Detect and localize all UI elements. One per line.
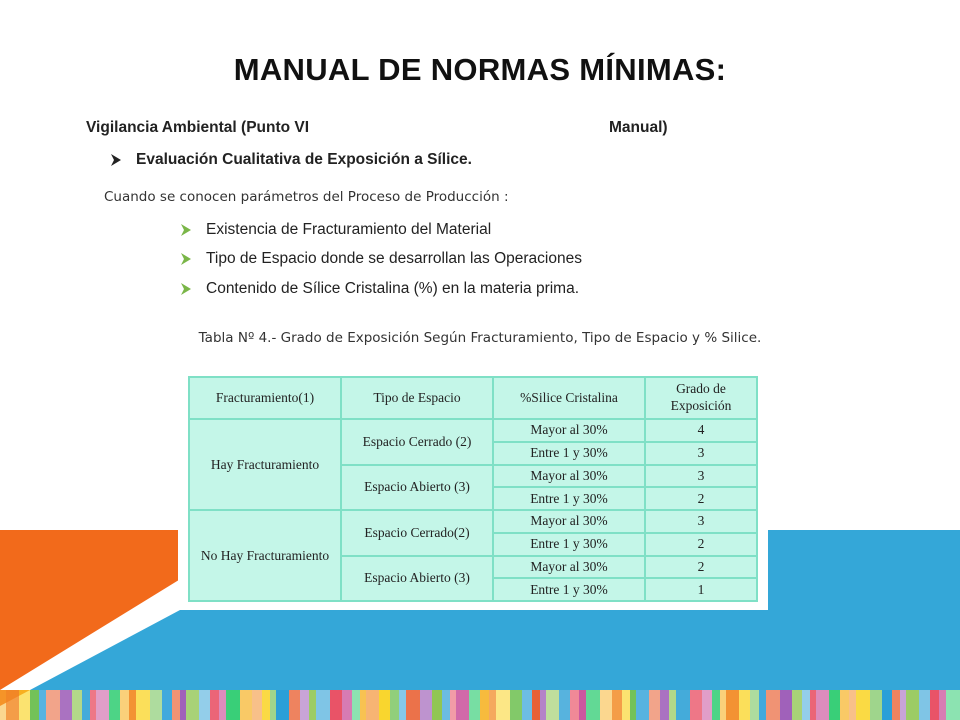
color-stripe (586, 690, 600, 720)
color-stripe (219, 690, 226, 720)
grado-cell: 4 (645, 419, 757, 442)
color-stripe (390, 690, 399, 720)
color-stripe (19, 690, 30, 720)
grado-cell: 3 (645, 465, 757, 488)
arrow-bullet-icon (110, 153, 122, 167)
color-stripe (129, 690, 136, 720)
color-stripe (96, 690, 109, 720)
silice-cell: Mayor al 30% (493, 419, 645, 442)
color-stripe (330, 690, 342, 720)
color-stripe (870, 690, 882, 720)
color-stripe (780, 690, 792, 720)
fracturamiento-cell: No Hay Fracturamiento (189, 510, 341, 601)
color-stripe (90, 690, 96, 720)
color-stripe (469, 690, 480, 720)
color-stripe (240, 690, 252, 720)
table-header-row (189, 377, 757, 419)
color-stripe (712, 690, 720, 720)
color-stripe (199, 690, 210, 720)
color-stripe (120, 690, 129, 720)
color-stripe (300, 690, 309, 720)
header-cell: Fracturamiento(1) (189, 377, 341, 419)
color-stripe (792, 690, 802, 720)
color-stripe (750, 690, 759, 720)
silice-cell: Entre 1 y 30% (493, 578, 645, 601)
silice-cell: Entre 1 y 30% (493, 533, 645, 556)
silice-cell: Entre 1 y 30% (493, 442, 645, 465)
color-stripe (660, 690, 669, 720)
color-stripe (510, 690, 522, 720)
criteria-item (180, 250, 582, 268)
color-stripe (480, 690, 489, 720)
color-stripe (489, 690, 496, 720)
header-cell: Grado de Exposición (645, 377, 757, 419)
color-stripe (6, 690, 19, 720)
color-stripe (136, 690, 150, 720)
color-stripe (432, 690, 442, 720)
espacio-cell: Espacio Abierto (3) (341, 465, 493, 511)
color-stripe (276, 690, 289, 720)
color-stripe (522, 690, 532, 720)
grado-cell: 3 (645, 442, 757, 465)
subtitle-left: Vigilancia Ambiental (Punto VI (86, 119, 310, 136)
header-cell: Tipo de Espacio (341, 377, 493, 419)
color-stripe (570, 690, 579, 720)
color-stripe (939, 690, 946, 720)
color-stripe (802, 690, 810, 720)
table-row (189, 419, 757, 442)
criteria-text: Existencia de Fracturamiento del Material (206, 221, 492, 238)
color-stripe (172, 690, 180, 720)
color-stripe (816, 690, 829, 720)
arrow-bullet-icon (180, 282, 192, 296)
color-stripe (892, 690, 900, 720)
color-stripe (360, 690, 366, 720)
color-stripe (309, 690, 316, 720)
exposure-table (188, 376, 758, 602)
color-stripe (759, 690, 766, 720)
color-stripe (690, 690, 702, 720)
color-stripe (622, 690, 630, 720)
color-stripe (849, 690, 856, 720)
color-stripe (342, 690, 352, 720)
color-stripe (450, 690, 456, 720)
color-stripe (840, 690, 849, 720)
color-stripe (630, 690, 636, 720)
color-stripe (930, 690, 939, 720)
espacio-cell: Espacio Cerrado (2) (341, 419, 493, 465)
color-stripe (162, 690, 172, 720)
table-row (189, 510, 757, 533)
espacio-cell: Espacio Cerrado(2) (341, 510, 493, 556)
color-stripe (379, 690, 390, 720)
color-stripe (60, 690, 72, 720)
color-stripe (810, 690, 816, 720)
color-stripe (649, 690, 660, 720)
criteria-item (180, 221, 491, 239)
color-stripe (262, 690, 270, 720)
color-stripe-band (0, 690, 960, 720)
silice-cell: Entre 1 y 30% (493, 487, 645, 510)
color-stripe (496, 690, 510, 720)
color-stripe (579, 690, 586, 720)
color-stripe (316, 690, 330, 720)
criteria-text: Tipo de Espacio donde se desarrollan las Operaciones (206, 250, 582, 267)
color-stripe (442, 690, 450, 720)
color-stripe (720, 690, 726, 720)
color-stripe (210, 690, 219, 720)
grado-cell: 2 (645, 556, 757, 579)
color-stripe (546, 690, 559, 720)
color-stripe (919, 690, 930, 720)
table-caption: Tabla Nº 4.- Grado de Exposición Según Fracturamiento, Tipo de Espacio y % Silice. (198, 330, 762, 346)
evaluation-text: Evaluación Cualitativa de Exposición a Sílice. (136, 151, 472, 168)
color-stripe (39, 690, 46, 720)
espacio-cell: Espacio Abierto (3) (341, 556, 493, 602)
color-stripe (270, 690, 276, 720)
color-stripe (540, 690, 546, 720)
color-stripe (946, 690, 960, 720)
color-stripe (46, 690, 60, 720)
color-stripe (150, 690, 162, 720)
color-stripe (352, 690, 360, 720)
arrow-bullet-icon (180, 252, 192, 266)
color-stripe (636, 690, 649, 720)
color-stripe (420, 690, 432, 720)
color-stripe (109, 690, 120, 720)
color-stripe (856, 690, 870, 720)
color-stripe (366, 690, 379, 720)
color-stripe (532, 690, 540, 720)
color-stripe (399, 690, 406, 720)
evaluation-bullet (110, 151, 472, 169)
color-stripe (702, 690, 712, 720)
arrow-bullet-icon (180, 223, 192, 237)
color-stripe (900, 690, 906, 720)
grado-cell: 2 (645, 487, 757, 510)
grado-cell: 1 (645, 578, 757, 601)
criteria-text: Contenido de Sílice Cristalina (%) en la materia prima. (206, 280, 580, 297)
color-stripe (726, 690, 739, 720)
color-stripe (82, 690, 90, 720)
color-stripe (406, 690, 420, 720)
color-stripe (600, 690, 612, 720)
color-stripe (180, 690, 186, 720)
color-stripe (72, 690, 82, 720)
grado-cell: 2 (645, 533, 757, 556)
color-stripe (766, 690, 780, 720)
color-stripe (739, 690, 750, 720)
color-stripe (559, 690, 570, 720)
silice-cell: Mayor al 30% (493, 465, 645, 488)
color-stripe (30, 690, 39, 720)
color-stripe (676, 690, 690, 720)
color-stripe (612, 690, 622, 720)
color-stripe (289, 690, 300, 720)
silice-cell: Mayor al 30% (493, 556, 645, 579)
criteria-item (180, 280, 579, 298)
grado-cell: 3 (645, 510, 757, 533)
header-cell: %Silice Cristalina (493, 377, 645, 419)
table-frame (178, 370, 768, 610)
color-stripe (186, 690, 199, 720)
color-stripe (669, 690, 676, 720)
color-stripe (906, 690, 919, 720)
color-stripe (882, 690, 892, 720)
color-stripe (456, 690, 469, 720)
silice-cell: Mayor al 30% (493, 510, 645, 533)
page-title: MANUAL DE NORMAS MÍNIMAS: (233, 52, 727, 87)
fracturamiento-cell: Hay Fracturamiento (189, 419, 341, 510)
subtitle-right: Manual) (609, 119, 668, 136)
color-stripe (226, 690, 240, 720)
color-stripe (0, 690, 6, 720)
color-stripe (252, 690, 262, 720)
color-stripe (829, 690, 840, 720)
intro-text: Cuando se conocen parámetros del Proceso de Producción : (104, 189, 509, 205)
